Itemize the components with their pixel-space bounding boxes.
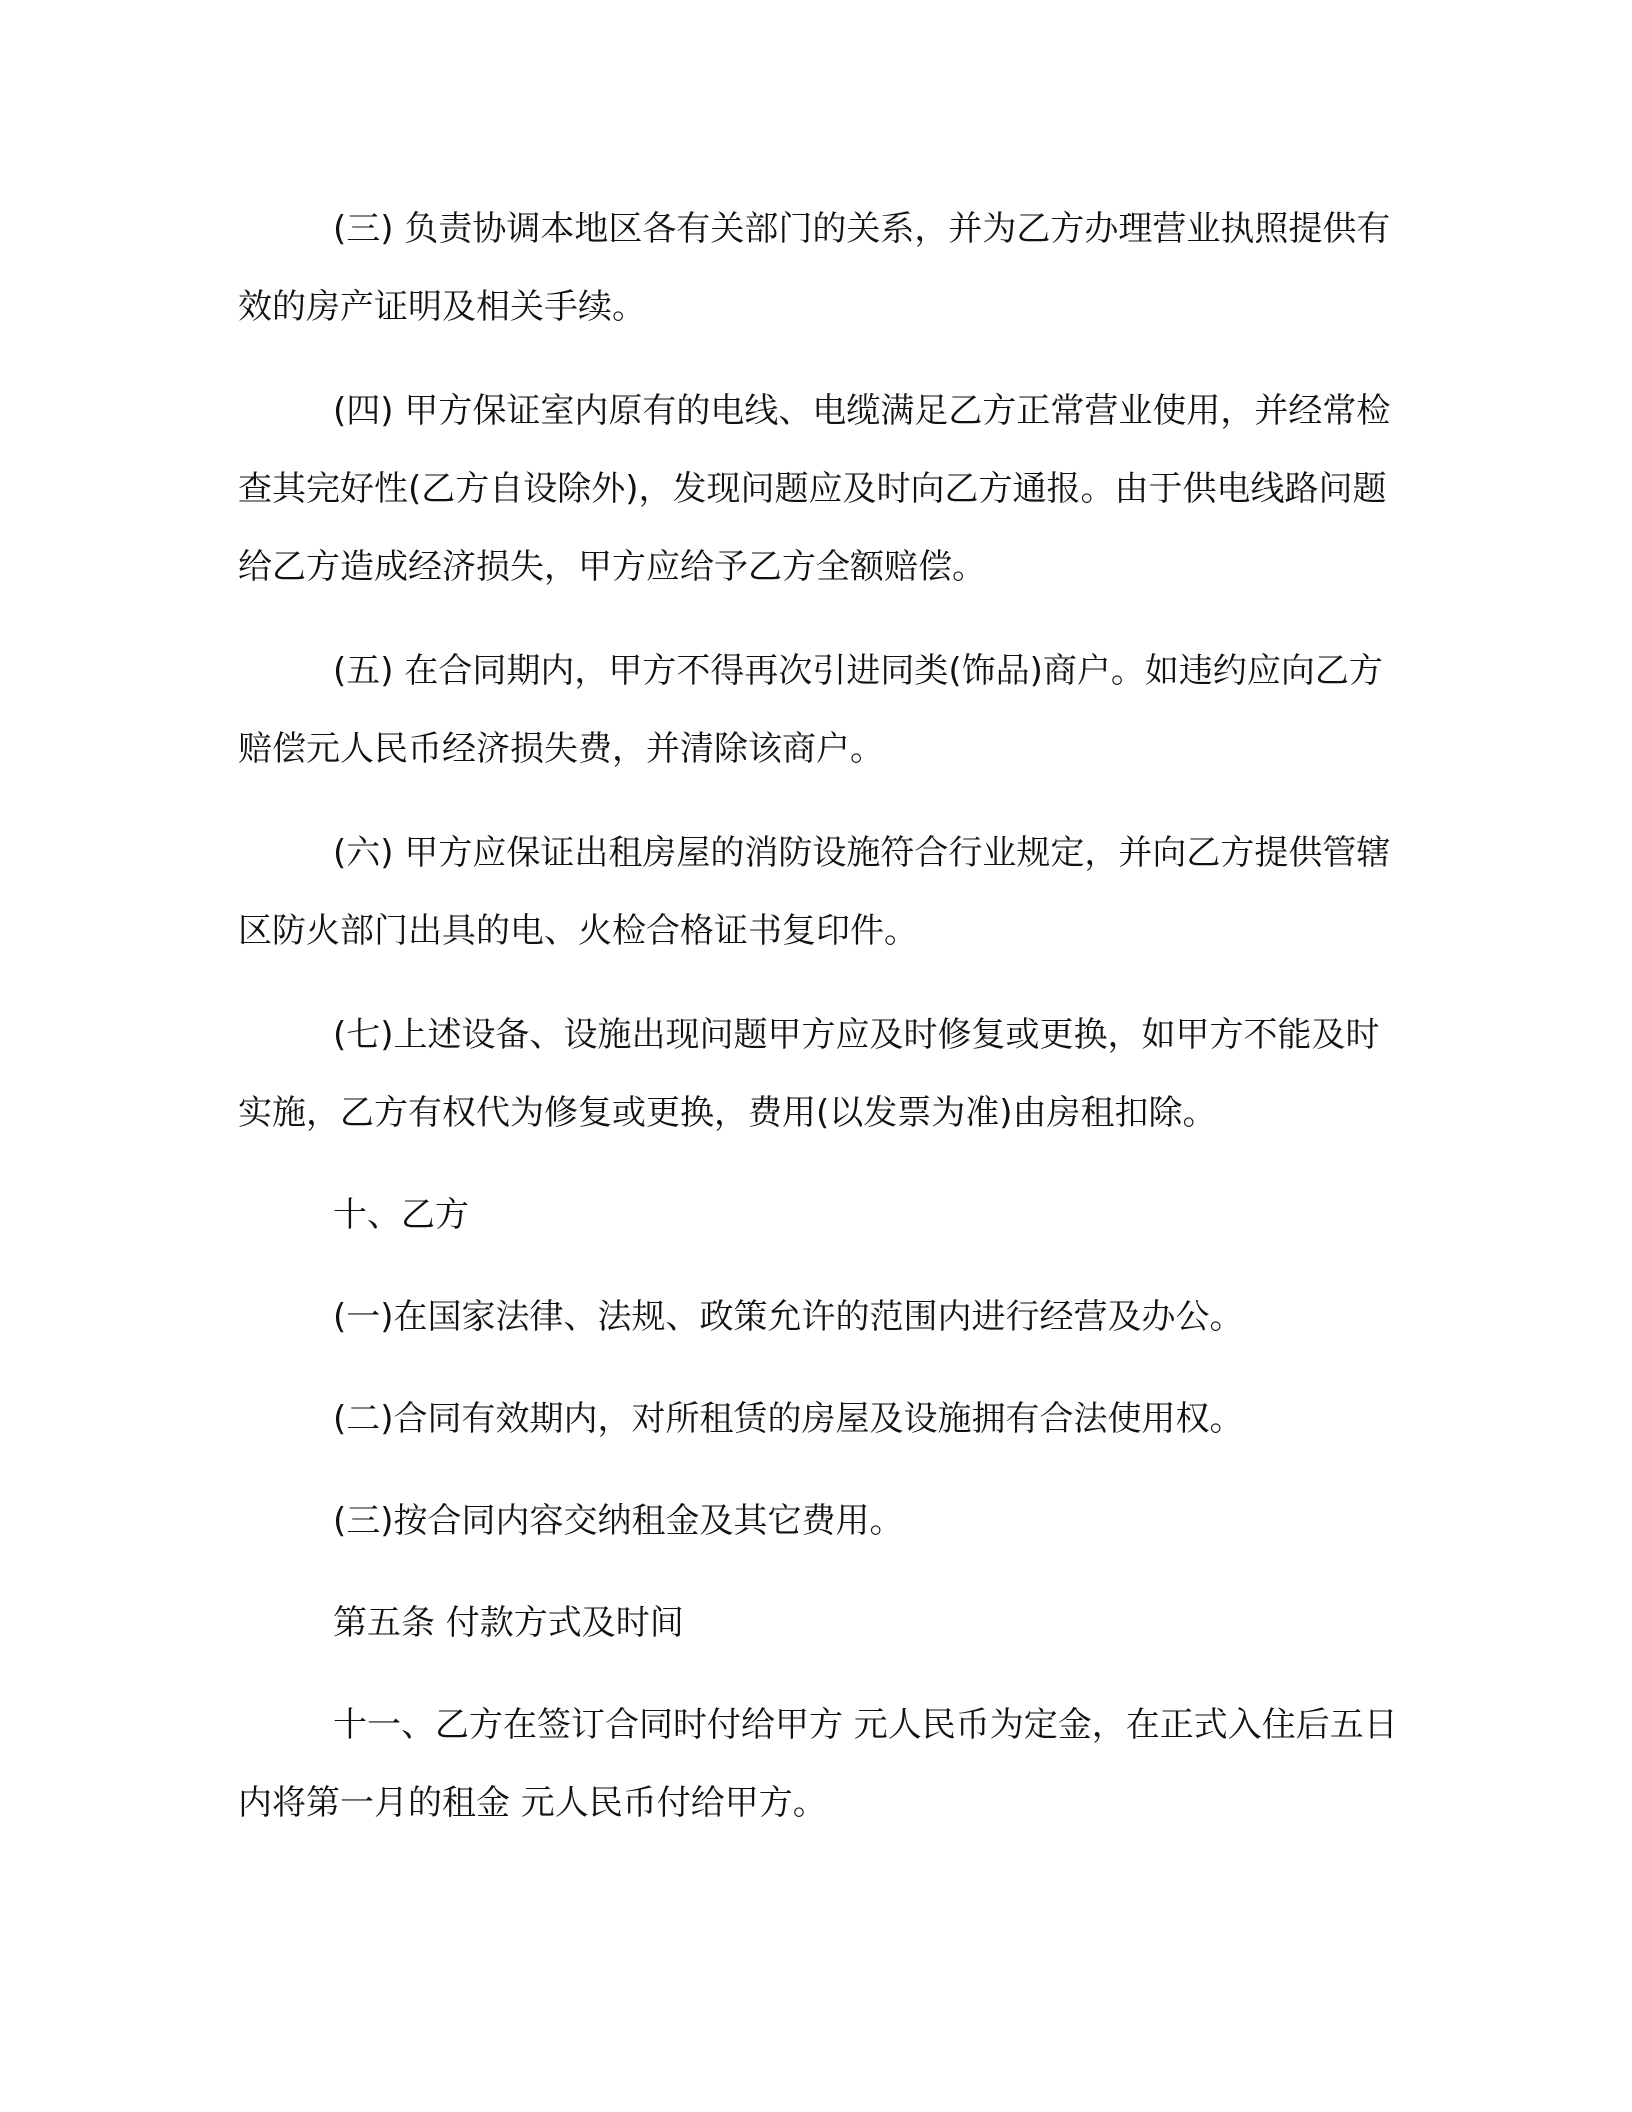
paragraph-party-b-2: (二)合同有效期内，对所租赁的房屋及设施拥有合法使用权。 [333,1399,1244,1439]
paragraph-clause-5: (五) 在合同期内，甲方不得再次引进同类(饰品)商户。如违约应向乙方赔偿元人民币经济损失费，并清除该商户。 [238,651,1383,769]
paragraph-clause-3: (三) 负责协调本地区各有关部门的关系，并为乙方办理营业执照提供有效的房产证明及相关手续。 [238,209,1391,327]
article-heading-payment: 第五条 付款方式及时间 [333,1603,684,1643]
paragraph-clause-4: (四) 甲方保证室内原有的电线、电缆满足乙方正常营业使用，并经常检查其完好性(乙方自设除外)，发现问题应及时向乙方通报。由于供电线路问题给乙方造成经济损失，甲方应给予乙方全额赔偿。 [238,391,1391,587]
section-heading-party-b: 十、乙方 [333,1195,469,1235]
paragraph-clause-11: 十一、乙方在签订合同时付给甲方 元人民币为定金，在正式入住后五日内将第一月的租金 元人民币付给甲方。 [238,1705,1398,1823]
paragraph-clause-7: (七)上述设备、设施出现问题甲方应及时修复或更换，如甲方不能及时实施，乙方有权代为修复或更换，费用(以发票为准)由房租扣除。 [238,1015,1380,1133]
paragraph-clause-6: (六) 甲方应保证出租房屋的消防设施符合行业规定，并向乙方提供管辖区防火部门出具的电、火检合格证书复印件。 [238,833,1391,951]
document-body [238,190,1398,1842]
paragraph-party-b-1: (一)在国家法律、法规、政策允许的范围内进行经营及办公。 [333,1297,1244,1337]
paragraph-party-b-3: (三)按合同内容交纳租金及其它费用。 [333,1501,904,1541]
